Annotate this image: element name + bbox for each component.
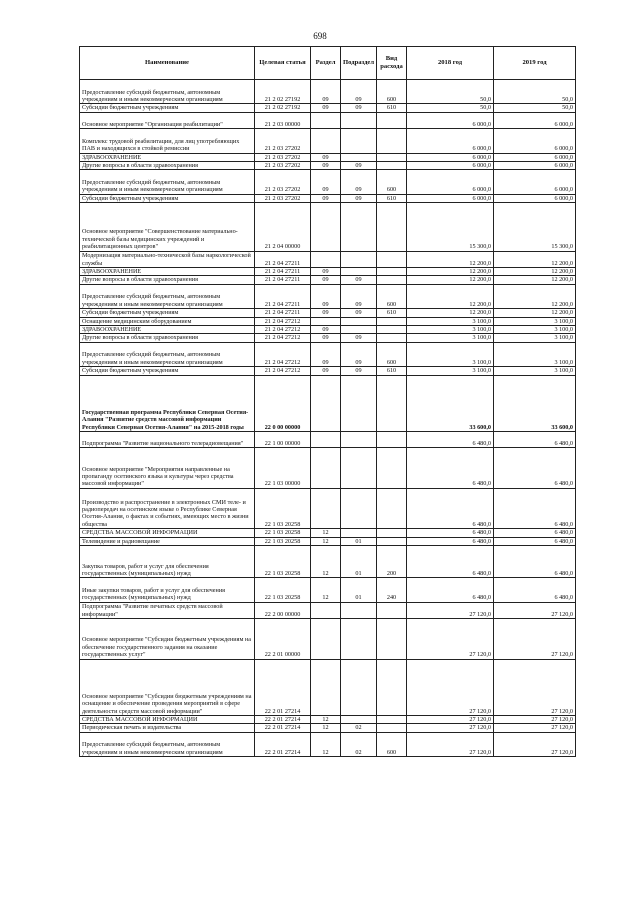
row-subsection: 09 — [341, 194, 377, 202]
table-row — [80, 309, 576, 317]
row-amount-2018: 27 120,0 — [407, 724, 494, 732]
table-header — [80, 47, 576, 80]
table-row — [80, 488, 576, 528]
row-name: Основное мероприятие "Субсидии бюджетным учреждениям на оснащение и обеспечение проведения мероприятий в сфере деятельности средств массовой информации" — [80, 659, 255, 715]
row-amount-2019: 6 480,0 — [494, 488, 576, 528]
row-section: 12 — [311, 529, 341, 537]
row-code: 21 2 04 27212 — [255, 334, 311, 342]
row-code: 21 2 04 27211 — [255, 251, 311, 267]
row-code: 21 2 03 27202 — [255, 170, 311, 194]
row-amount-2019: 6 480,0 — [494, 431, 576, 447]
row-section: 09 — [311, 153, 341, 161]
row-name: Основное мероприятие "Мероприятия направленные на пропаганду осетинского языка и культуры через средства массовой информации" — [80, 448, 255, 488]
row-name: Субсидии бюджетным учреждениям — [80, 367, 255, 375]
row-amount-2019: 27 120,0 — [494, 619, 576, 659]
row-name: Иные закупки товаров, работ и услуг для обеспечения государственных (муниципальных) нужд — [80, 578, 255, 602]
table-row — [80, 129, 576, 153]
table-row — [80, 203, 576, 251]
row-expense-type — [377, 619, 407, 659]
row-amount-2018: 6 000,0 — [407, 194, 494, 202]
row-amount-2019: 27 120,0 — [494, 724, 576, 732]
row-code: 22 2 01 27214 — [255, 724, 311, 732]
row-section: 09 — [311, 170, 341, 194]
row-name: ЗДРАВООХРАНЕНИЕ — [80, 267, 255, 275]
row-code: 22 1 03 20258 — [255, 488, 311, 528]
row-name: Подпрограмма "Развитие печатных средств массовой информации" — [80, 602, 255, 618]
table-row — [80, 267, 576, 275]
row-expense-type: 610 — [377, 104, 407, 112]
row-subsection: 01 — [341, 545, 377, 577]
row-expense-type: 600 — [377, 342, 407, 366]
row-name: Субсидии бюджетным учреждениям — [80, 309, 255, 317]
row-name: Государственная программа Республики Северная Осетия-Алания "Развитие средств массовой информации Республики Северная Осетия-Алания" на 2015-2018 годы — [80, 375, 255, 431]
row-code: 21 2 04 27212 — [255, 325, 311, 333]
row-section: 09 — [311, 276, 341, 284]
table-row — [80, 317, 576, 325]
row-subsection — [341, 431, 377, 447]
row-subsection — [341, 251, 377, 267]
row-amount-2019: 12 200,0 — [494, 309, 576, 317]
row-section — [311, 602, 341, 618]
row-name: Другие вопросы в области здравоохранения — [80, 161, 255, 169]
row-amount-2019: 6 000,0 — [494, 161, 576, 169]
row-expense-type — [377, 267, 407, 275]
table-row — [80, 529, 576, 537]
table-row — [80, 367, 576, 375]
row-code: 21 2 04 27211 — [255, 276, 311, 284]
row-code: 21 2 02 27192 — [255, 104, 311, 112]
row-subsection — [341, 602, 377, 618]
row-amount-2018: 6 000,0 — [407, 170, 494, 194]
row-code: 22 0 00 00000 — [255, 375, 311, 431]
table-row — [80, 715, 576, 723]
row-amount-2019: 3 100,0 — [494, 342, 576, 366]
row-amount-2018: 3 100,0 — [407, 367, 494, 375]
row-section — [311, 129, 341, 153]
row-code: 22 1 03 20258 — [255, 537, 311, 545]
row-name: Другие вопросы в области здравоохранения — [80, 276, 255, 284]
row-expense-type — [377, 203, 407, 251]
row-section: 09 — [311, 309, 341, 317]
row-amount-2019: 33 600,0 — [494, 375, 576, 431]
row-name: Предоставление субсидий бюджетным, автономным учреждениям и иным некоммерческим организациям — [80, 80, 255, 104]
row-amount-2018: 6 480,0 — [407, 448, 494, 488]
header-2018: 2018 год — [407, 47, 494, 80]
row-expense-type: 200 — [377, 545, 407, 577]
row-amount-2019: 3 100,0 — [494, 334, 576, 342]
row-amount-2019: 12 200,0 — [494, 251, 576, 267]
row-amount-2018: 12 200,0 — [407, 309, 494, 317]
row-amount-2019: 3 100,0 — [494, 367, 576, 375]
row-subsection — [341, 619, 377, 659]
row-amount-2018: 12 200,0 — [407, 284, 494, 308]
table-row — [80, 153, 576, 161]
row-expense-type: 600 — [377, 170, 407, 194]
table-row — [80, 325, 576, 333]
row-section: 09 — [311, 367, 341, 375]
row-amount-2018: 3 100,0 — [407, 317, 494, 325]
row-expense-type — [377, 317, 407, 325]
row-section: 09 — [311, 194, 341, 202]
row-section: 09 — [311, 267, 341, 275]
row-name: Основное мероприятие "Организация реабилитации" — [80, 112, 255, 128]
row-amount-2018: 6 480,0 — [407, 545, 494, 577]
table-row — [80, 602, 576, 618]
row-section: 12 — [311, 578, 341, 602]
row-code: 21 2 04 27211 — [255, 309, 311, 317]
row-name: Предоставление субсидий бюджетным, автономным учреждениям и иным некоммерческим организациям — [80, 284, 255, 308]
row-name: Субсидии бюджетным учреждениям — [80, 194, 255, 202]
row-amount-2019: 6 000,0 — [494, 153, 576, 161]
row-name: ЗДРАВООХРАНЕНИЕ — [80, 153, 255, 161]
page-number: 698 — [313, 31, 327, 41]
header-expense-type: Вид расхода — [377, 47, 407, 80]
row-amount-2019: 27 120,0 — [494, 715, 576, 723]
row-code: 21 2 03 27202 — [255, 129, 311, 153]
row-expense-type — [377, 276, 407, 284]
table-row — [80, 284, 576, 308]
row-code: 21 2 04 27211 — [255, 267, 311, 275]
row-subsection: 09 — [341, 104, 377, 112]
table-row — [80, 732, 576, 756]
row-name: Другие вопросы в области здравоохранения — [80, 334, 255, 342]
header-section: Раздел — [311, 47, 341, 80]
row-expense-type — [377, 488, 407, 528]
row-section — [311, 619, 341, 659]
row-expense-type — [377, 251, 407, 267]
budget-table — [79, 46, 576, 757]
row-amount-2018: 33 600,0 — [407, 375, 494, 431]
row-code: 21 2 03 00000 — [255, 112, 311, 128]
row-name: СРЕДСТВА МАССОВОЙ ИНФОРМАЦИИ — [80, 529, 255, 537]
table-row — [80, 161, 576, 169]
row-subsection — [341, 203, 377, 251]
row-subsection: 02 — [341, 724, 377, 732]
row-amount-2018: 6 480,0 — [407, 431, 494, 447]
row-code: 21 2 02 27192 — [255, 80, 311, 104]
table-row — [80, 448, 576, 488]
row-amount-2019: 50,0 — [494, 80, 576, 104]
row-amount-2019: 6 000,0 — [494, 194, 576, 202]
row-section — [311, 112, 341, 128]
row-section — [311, 488, 341, 528]
row-subsection: 09 — [341, 309, 377, 317]
table-row — [80, 80, 576, 104]
row-code: 21 2 03 27202 — [255, 153, 311, 161]
header-2019: 2019 год — [494, 47, 576, 80]
row-section — [311, 317, 341, 325]
row-name: Производство и распространение в электронных СМИ теле- и радиопередач на осетинском языке о Республике Северная Осетия-Алания, о фактах и событиях, имеющих место в жизни общества — [80, 488, 255, 528]
row-amount-2019: 3 100,0 — [494, 325, 576, 333]
table-row — [80, 342, 576, 366]
row-name: Предоставление субсидий бюджетным, автономным учреждениям и иным некоммерческим организациям — [80, 732, 255, 756]
row-subsection: 09 — [341, 342, 377, 366]
row-amount-2019: 6 480,0 — [494, 448, 576, 488]
row-code: 21 2 04 27212 — [255, 317, 311, 325]
row-section: 09 — [311, 284, 341, 308]
row-amount-2018: 3 100,0 — [407, 334, 494, 342]
row-subsection — [341, 488, 377, 528]
row-section: 12 — [311, 732, 341, 756]
table-row — [80, 112, 576, 128]
row-expense-type — [377, 537, 407, 545]
row-subsection: 09 — [341, 161, 377, 169]
table-row — [80, 170, 576, 194]
row-amount-2018: 6 000,0 — [407, 153, 494, 161]
row-expense-type — [377, 715, 407, 723]
row-amount-2018: 50,0 — [407, 80, 494, 104]
table-row — [80, 724, 576, 732]
row-code: 21 2 04 27211 — [255, 284, 311, 308]
row-name: Предоставление субсидий бюджетным, автономным учреждениям и иным некоммерческим организациям — [80, 170, 255, 194]
row-code: 21 2 04 27212 — [255, 342, 311, 366]
row-amount-2019: 6 480,0 — [494, 578, 576, 602]
row-amount-2018: 3 100,0 — [407, 342, 494, 366]
row-amount-2018: 3 100,0 — [407, 325, 494, 333]
row-amount-2019: 6 000,0 — [494, 112, 576, 128]
row-expense-type: 600 — [377, 284, 407, 308]
row-amount-2018: 27 120,0 — [407, 732, 494, 756]
row-amount-2018: 6 480,0 — [407, 537, 494, 545]
row-subsection: 09 — [341, 284, 377, 308]
row-expense-type — [377, 602, 407, 618]
table-row — [80, 194, 576, 202]
row-amount-2018: 15 300,0 — [407, 203, 494, 251]
table-row — [80, 537, 576, 545]
row-amount-2019: 3 100,0 — [494, 317, 576, 325]
row-section — [311, 203, 341, 251]
row-amount-2019: 6 480,0 — [494, 537, 576, 545]
row-amount-2019: 12 200,0 — [494, 276, 576, 284]
row-code: 21 2 04 00000 — [255, 203, 311, 251]
row-subsection: 01 — [341, 578, 377, 602]
row-amount-2019: 6 480,0 — [494, 545, 576, 577]
row-section — [311, 431, 341, 447]
row-section: 09 — [311, 80, 341, 104]
row-amount-2018: 12 200,0 — [407, 251, 494, 267]
row-expense-type — [377, 325, 407, 333]
row-subsection: 09 — [341, 276, 377, 284]
row-name: СРЕДСТВА МАССОВОЙ ИНФОРМАЦИИ — [80, 715, 255, 723]
row-name: Основное мероприятие "Совершенствование материально-технической базы медицинских учреждений и реабилитационных центров" — [80, 203, 255, 251]
row-section: 09 — [311, 325, 341, 333]
row-amount-2019: 27 120,0 — [494, 659, 576, 715]
row-name: ЗДРАВООХРАНЕНИЕ — [80, 325, 255, 333]
row-amount-2018: 12 200,0 — [407, 267, 494, 275]
row-section: 09 — [311, 342, 341, 366]
header-subsection: Подраздел — [341, 47, 377, 80]
row-code: 22 1 03 20258 — [255, 578, 311, 602]
row-amount-2018: 6 480,0 — [407, 529, 494, 537]
row-amount-2019: 27 120,0 — [494, 732, 576, 756]
row-subsection — [341, 715, 377, 723]
row-subsection — [341, 129, 377, 153]
row-expense-type — [377, 431, 407, 447]
row-subsection — [341, 529, 377, 537]
row-code: 22 1 00 00000 — [255, 431, 311, 447]
row-subsection: 09 — [341, 334, 377, 342]
row-expense-type: 600 — [377, 80, 407, 104]
table-row — [80, 276, 576, 284]
row-expense-type — [377, 129, 407, 153]
row-name: Периодическая печать и издательства — [80, 724, 255, 732]
row-expense-type — [377, 659, 407, 715]
row-subsection: 09 — [341, 367, 377, 375]
row-section: 12 — [311, 724, 341, 732]
row-section — [311, 251, 341, 267]
row-name: Закупка товаров, работ и услуг для обеспечения государственных (муниципальных) нужд — [80, 545, 255, 577]
row-subsection: 09 — [341, 80, 377, 104]
row-subsection — [341, 375, 377, 431]
row-name: Предоставление субсидий бюджетным, автономным учреждениям и иным некоммерческим организациям — [80, 342, 255, 366]
row-amount-2018: 27 120,0 — [407, 715, 494, 723]
row-code: 22 2 01 27214 — [255, 732, 311, 756]
row-amount-2018: 6 480,0 — [407, 488, 494, 528]
row-amount-2019: 15 300,0 — [494, 203, 576, 251]
table-row — [80, 545, 576, 577]
row-subsection — [341, 267, 377, 275]
row-expense-type — [377, 529, 407, 537]
row-expense-type — [377, 112, 407, 128]
row-section — [311, 448, 341, 488]
row-section: 09 — [311, 161, 341, 169]
row-name: Субсидии бюджетным учреждениям — [80, 104, 255, 112]
row-expense-type: 240 — [377, 578, 407, 602]
row-subsection: 01 — [341, 537, 377, 545]
row-amount-2018: 6 000,0 — [407, 112, 494, 128]
row-section: 12 — [311, 715, 341, 723]
row-amount-2019: 6 000,0 — [494, 129, 576, 153]
row-expense-type: 610 — [377, 309, 407, 317]
table-row — [80, 431, 576, 447]
row-amount-2018: 27 120,0 — [407, 659, 494, 715]
row-amount-2019: 27 120,0 — [494, 602, 576, 618]
row-amount-2018: 12 200,0 — [407, 276, 494, 284]
table-row — [80, 659, 576, 715]
row-code: 22 1 03 00000 — [255, 448, 311, 488]
row-subsection — [341, 325, 377, 333]
row-section — [311, 659, 341, 715]
row-subsection — [341, 112, 377, 128]
header-code: Целевая статья — [255, 47, 311, 80]
row-name: Комплекс трудовой реабилитации, для лиц употребляющих ПАВ и находящихся в стойкой ремиссии — [80, 129, 255, 153]
row-section: 09 — [311, 104, 341, 112]
row-amount-2019: 6 480,0 — [494, 529, 576, 537]
row-amount-2019: 6 000,0 — [494, 170, 576, 194]
row-section: 12 — [311, 545, 341, 577]
row-expense-type — [377, 153, 407, 161]
row-code: 22 2 01 27214 — [255, 659, 311, 715]
row-code: 22 2 01 00000 — [255, 619, 311, 659]
table-row — [80, 619, 576, 659]
row-subsection: 02 — [341, 732, 377, 756]
row-name: Оснащение медицинским оборудованием — [80, 317, 255, 325]
table-row — [80, 334, 576, 342]
table-row — [80, 251, 576, 267]
row-code: 21 2 04 27212 — [255, 367, 311, 375]
row-amount-2018: 50,0 — [407, 104, 494, 112]
table-row — [80, 104, 576, 112]
row-expense-type — [377, 334, 407, 342]
row-expense-type — [377, 161, 407, 169]
row-amount-2018: 6 000,0 — [407, 129, 494, 153]
row-code: 22 1 03 20258 — [255, 529, 311, 537]
row-section: 09 — [311, 334, 341, 342]
table-body — [80, 80, 576, 757]
row-subsection — [341, 659, 377, 715]
row-subsection — [341, 153, 377, 161]
row-code: 21 2 03 27202 — [255, 161, 311, 169]
row-subsection — [341, 448, 377, 488]
row-amount-2018: 6 000,0 — [407, 161, 494, 169]
row-name: Модернизация материально-технической базы наркологической службы — [80, 251, 255, 267]
row-name: Телевидение и радиовещание — [80, 537, 255, 545]
row-code: 22 2 00 00000 — [255, 602, 311, 618]
row-name: Основное мероприятие "Субсидия бюджетным учреждениям на обеспечение государственного задания на оказание государственных услуг" — [80, 619, 255, 659]
row-name: Подпрограмма "Развитие национального телерадиовещания" — [80, 431, 255, 447]
row-expense-type: 610 — [377, 367, 407, 375]
row-subsection — [341, 317, 377, 325]
row-section: 12 — [311, 537, 341, 545]
row-amount-2018: 6 480,0 — [407, 578, 494, 602]
row-expense-type: 600 — [377, 732, 407, 756]
row-expense-type — [377, 375, 407, 431]
row-code: 21 2 03 27202 — [255, 194, 311, 202]
row-expense-type: 610 — [377, 194, 407, 202]
table-row — [80, 578, 576, 602]
row-amount-2019: 50,0 — [494, 104, 576, 112]
row-code: 22 1 03 20258 — [255, 545, 311, 577]
row-expense-type — [377, 724, 407, 732]
row-code: 22 2 01 27214 — [255, 715, 311, 723]
table-row — [80, 375, 576, 431]
row-expense-type — [377, 448, 407, 488]
row-amount-2019: 12 200,0 — [494, 284, 576, 308]
header-name: Наименование — [80, 47, 255, 80]
row-amount-2019: 12 200,0 — [494, 267, 576, 275]
row-subsection: 09 — [341, 170, 377, 194]
row-amount-2018: 27 120,0 — [407, 602, 494, 618]
row-amount-2018: 27 120,0 — [407, 619, 494, 659]
row-section — [311, 375, 341, 431]
